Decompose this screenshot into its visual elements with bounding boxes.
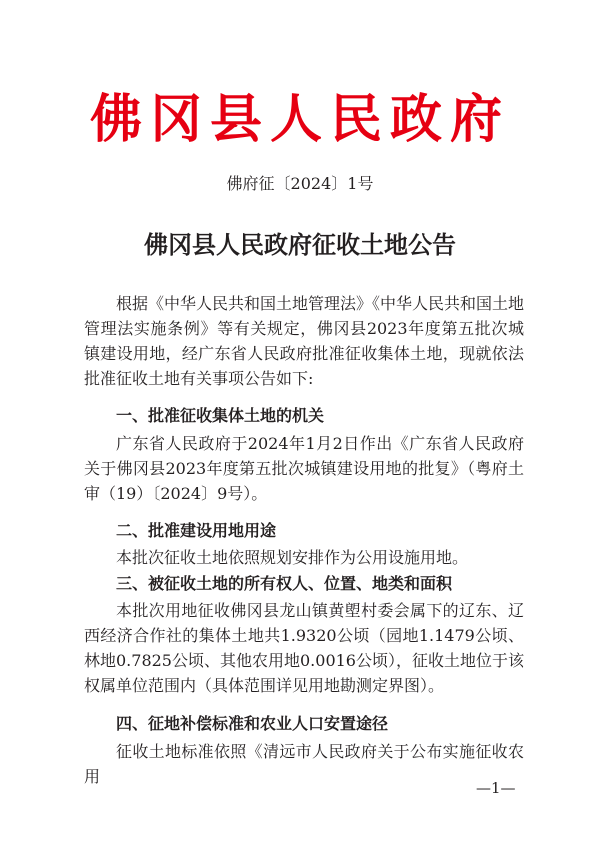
section-3-body: 本批次用地征收佛冈县龙山镇黄塱村委会属下的辽东、辽西经济合作社的集体土地共1.9320公顷（园地1.1479公顷、林地0.7825公顷、其他农用地0.0016公顷），征收土地位于该权属单位范围内（具体范围详见用地勘测定界图）。 xyxy=(84,601,524,695)
intro-paragraph: 根据《中华人民共和国土地管理法》《中华人民共和国土地管理法实施条例》等有关规定，佛冈县2023年度第五批次城镇建设用地，经广东省人民政府批准征收集体土地，现就依法批准征收土地有关事项公告如下: xyxy=(84,294,525,388)
page-number: —1— xyxy=(476,779,516,797)
section-1-body: 广东省人民政府于2024年1月2日作出《广东省人民政府关于佛冈县2023年度第五批次城镇建设用地的批复》（粤府土审（19）〔2024〕9号）。 xyxy=(84,434,524,503)
issuer-masthead: 佛冈县人民政府 xyxy=(89,89,510,150)
section-2-body: 本批次征收土地依照规划安排作为公用设施用地。 xyxy=(116,548,469,567)
section-4-body: 征收土地标准依照《清远市人民政府关于公布实施征收农用 xyxy=(84,742,524,786)
section-3-heading: 三、被征收土地的所有权人、位置、地类和面积 xyxy=(116,574,453,593)
document-title: 佛冈县人民政府征收土地公告 xyxy=(144,230,456,259)
section-2-heading: 二、批准建设用地用途 xyxy=(116,521,277,540)
section-1-heading: 一、批准征收集体土地的机关 xyxy=(116,406,325,425)
section-4-heading: 四、征地补偿标准和农业人口安置途径 xyxy=(116,714,389,733)
document-number: 佛府征〔2024〕1号 xyxy=(226,174,374,193)
